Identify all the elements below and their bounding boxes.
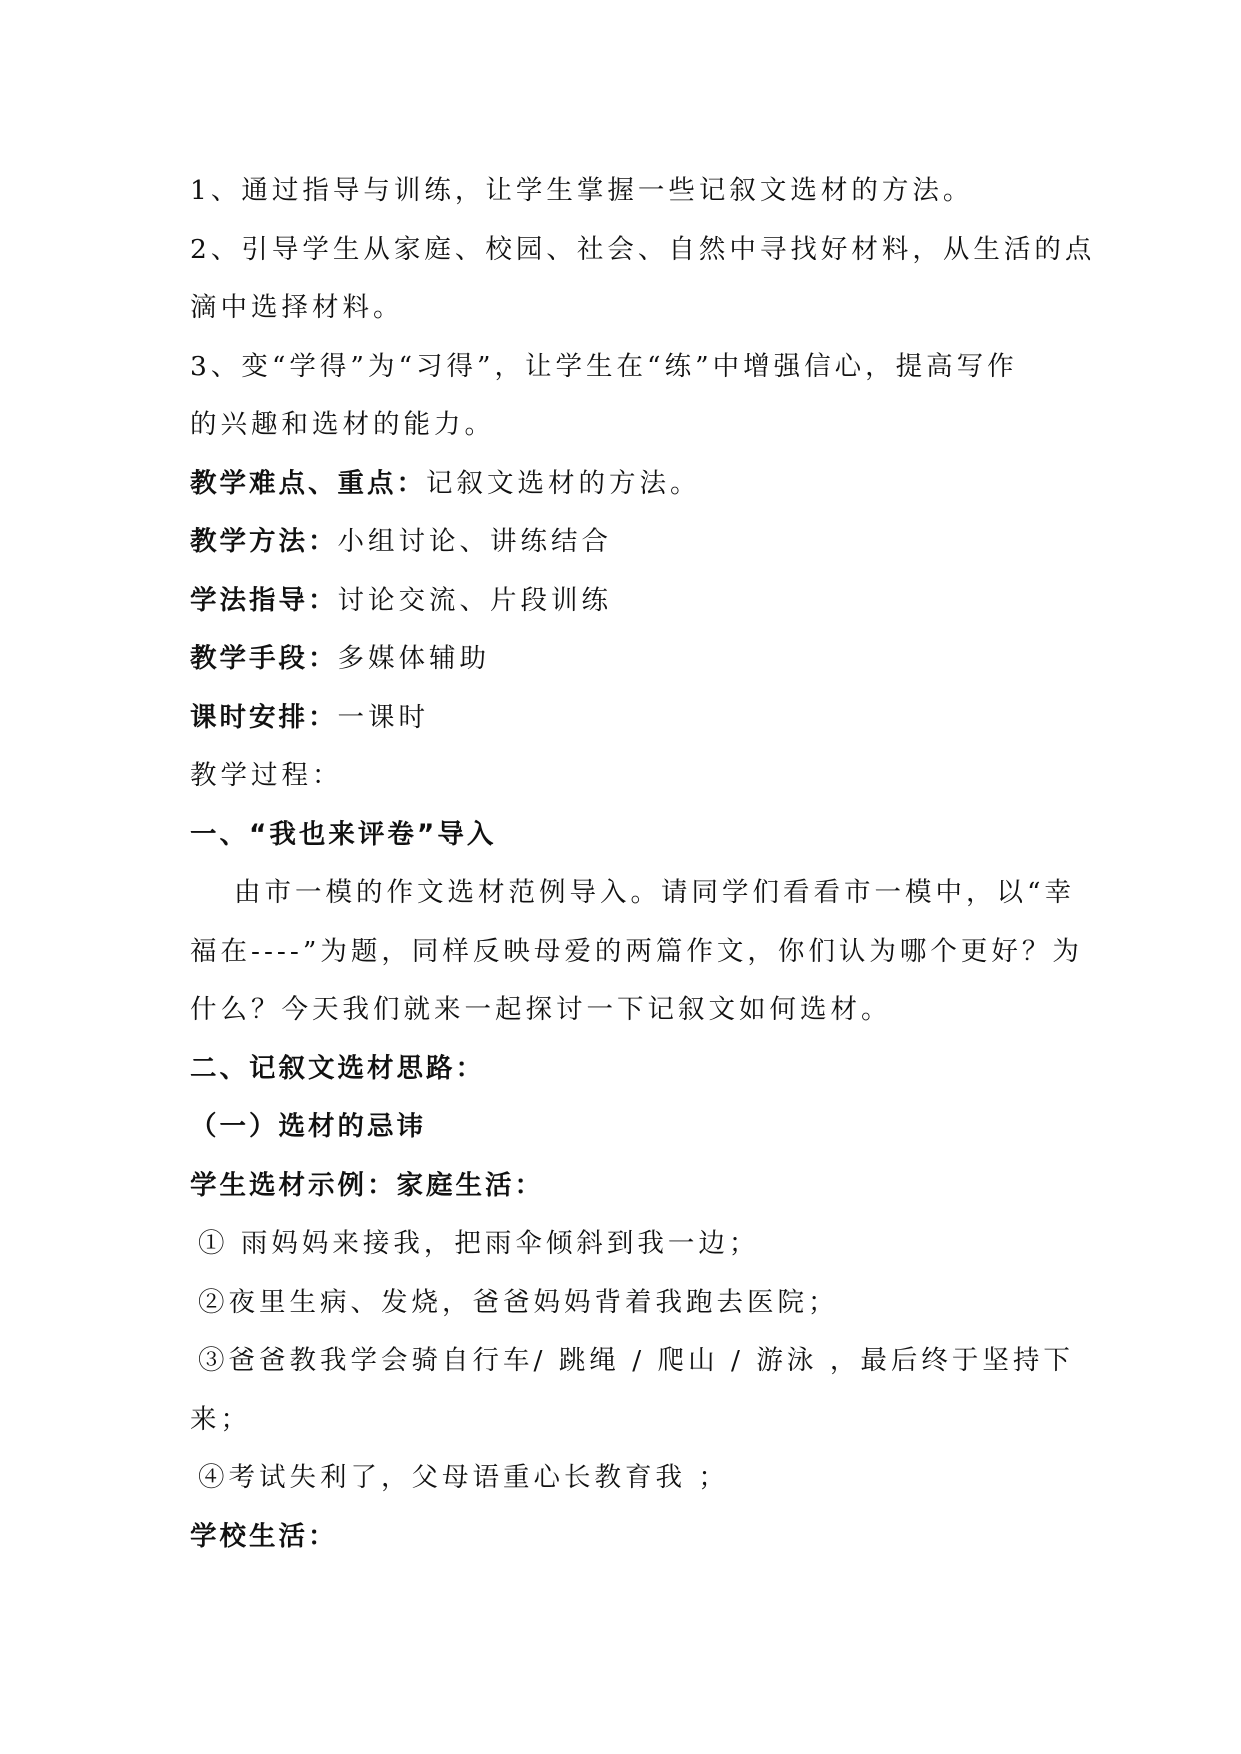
info-difficulty-label: 教学难点、重点： (190, 467, 426, 499)
objective-2-line2: 滴中选择材料。 (190, 292, 404, 323)
section2-heading: 二、记叙文选材思路： (190, 1052, 485, 1084)
objective-3-line1: 3、变“学得”为“习得”，让学生在“练”中增强信心，提高写作 (190, 350, 1018, 382)
document-body (190, 162, 1096, 1566)
section1-paragraph-line2: 福在----”为题，同样反映母爱的两篇作文，你们认为哪个更好？为 (190, 935, 1083, 967)
example-4: ④考试失利了，父母语重心长教育我 ； (198, 1462, 729, 1493)
subsection1-heading: （一）选材的忌讳 (190, 1111, 426, 1142)
info-means-label: 教学手段： (190, 643, 338, 674)
info-difficulty-value: 记叙文选材的方法。 (426, 467, 701, 499)
info-guide (190, 572, 1070, 631)
example-3-line2: 来； (190, 1403, 251, 1435)
info-schedule-label: 课时安排： (190, 701, 338, 733)
example-1: ① 雨妈妈来接我，把雨伞倾斜到我一边； (198, 1228, 760, 1259)
section1-paragraph-line1: 由市一模的作文选材范例导入。请同学们看看市一模中，以“幸 (234, 877, 1076, 908)
objective-2-line1: 2、引导学生从家庭、校园、社会、自然中寻找好材料，从生活的点 (190, 233, 1096, 265)
info-means-value: 多媒体辅助 (337, 643, 490, 674)
info-method (190, 513, 1070, 572)
objective-3-line2: 的兴趣和选材的能力。 (190, 409, 495, 440)
info-difficulty (190, 455, 1070, 514)
section1-heading: 一、“我也来评卷”导入 (190, 818, 497, 850)
examples-heading: 学生选材示例：家庭生活： (190, 1169, 544, 1201)
info-method-label: 教学方法： (190, 526, 338, 557)
process-title: 教学过程： (190, 760, 343, 791)
example-2: ②夜里生病、发烧，爸爸妈妈背着我跑去医院； (198, 1286, 839, 1318)
school-heading: 学校生活： (190, 1520, 338, 1552)
info-guide-value: 讨论交流、片段训练 (337, 584, 612, 616)
info-schedule (190, 689, 1070, 748)
objective-1: 1、通过指导与训练，让学生掌握一些记叙文选材的方法。 (190, 175, 974, 206)
info-guide-label: 学法指导： (190, 584, 338, 616)
example-3-line1: ③爸爸教我学会骑自行车/ 跳绳 / 爬山 / 游泳 ，最后终于坚持下 (198, 1345, 1074, 1376)
info-schedule-value: 一课时 (337, 701, 429, 733)
info-method-value: 小组讨论、讲练结合 (337, 526, 612, 557)
section1-paragraph-line3: 什么？今天我们就来一起探讨一下记叙文如何选材。 (190, 994, 892, 1025)
info-means (190, 630, 1070, 689)
